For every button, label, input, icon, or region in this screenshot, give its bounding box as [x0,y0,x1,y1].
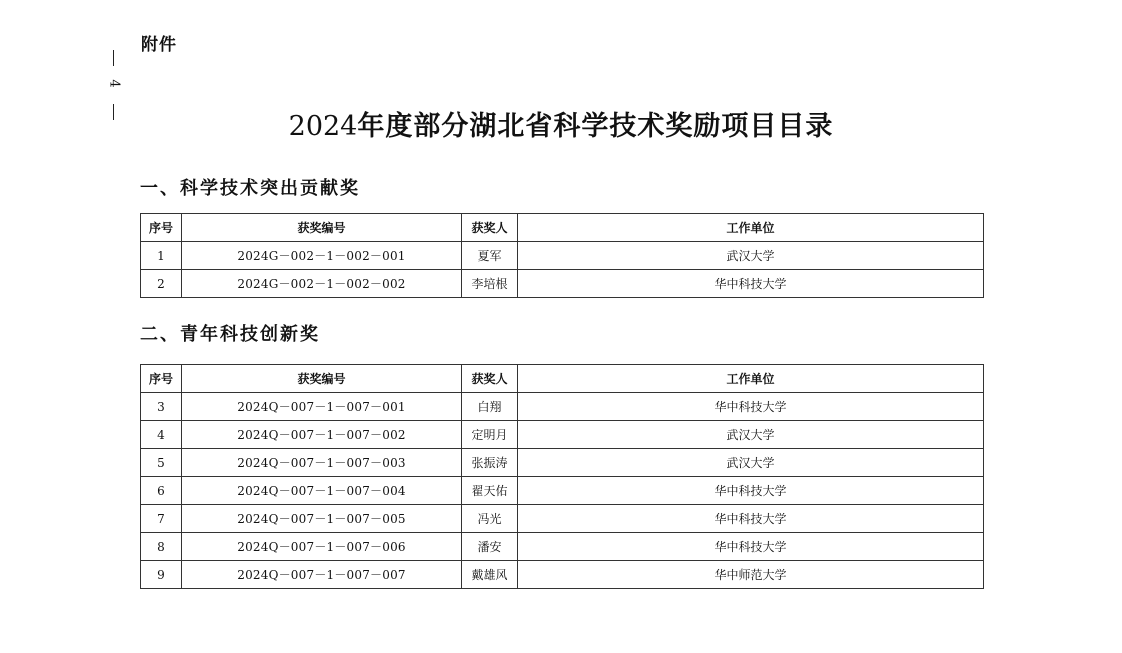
table-outstanding-contribution [140,213,984,298]
cell-winner: 戴雄风 [462,561,518,589]
table-row [141,270,984,298]
cell-seq: 8 [141,533,182,561]
cell-seq: 9 [141,561,182,589]
cell-winner: 夏军 [462,242,518,270]
attachment-label: 附件 [141,35,177,55]
cell-unit: 武汉大学 [518,421,984,449]
cell-unit: 华中科技大学 [518,270,984,298]
cell-winner: 定明月 [462,421,518,449]
table-row [141,242,984,270]
table-row [141,421,984,449]
cell-winner: 冯光 [462,505,518,533]
cell-unit: 武汉大学 [518,449,984,477]
title-year: 2024 [288,111,358,142]
cell-code: 2024G－002－1－002－002 [182,270,462,298]
table-row [141,449,984,477]
col-header-unit: 工作单位 [518,214,984,242]
cell-code: 2024Q－007－1－007－005 [182,505,462,533]
table-youth-innovation [140,364,984,589]
page-marker-dash-top [113,50,114,66]
table-row [141,561,984,589]
cell-unit: 华中科技大学 [518,477,984,505]
table-header-row [141,365,984,393]
table-header-row [141,214,984,242]
col-header-winner: 获奖人 [462,214,518,242]
table-row [141,393,984,421]
col-header-code: 获奖编号 [182,214,462,242]
cell-seq: 7 [141,505,182,533]
col-header-unit: 工作单位 [518,365,984,393]
cell-seq: 5 [141,449,182,477]
cell-unit: 华中科技大学 [518,533,984,561]
cell-code: 2024Q－007－1－007－007 [182,561,462,589]
cell-winner: 翟天佑 [462,477,518,505]
table-row [141,533,984,561]
cell-seq: 1 [141,242,182,270]
table-row [141,477,984,505]
cell-seq: 6 [141,477,182,505]
cell-code: 2024G－002－1－002－001 [182,242,462,270]
cell-unit: 武汉大学 [518,242,984,270]
title-text: 年度部分湖北省科学技术奖励项目目录 [357,111,834,142]
col-header-winner: 获奖人 [462,365,518,393]
cell-seq: 3 [141,393,182,421]
cell-winner: 白翔 [462,393,518,421]
cell-code: 2024Q－007－1－007－004 [182,477,462,505]
cell-winner: 潘安 [462,533,518,561]
cell-winner: 张振涛 [462,449,518,477]
cell-code: 2024Q－007－1－007－001 [182,393,462,421]
cell-seq: 4 [141,421,182,449]
cell-unit: 华中科技大学 [518,393,984,421]
cell-code: 2024Q－007－1－007－006 [182,533,462,561]
table-row [141,505,984,533]
section-heading-outstanding-contribution: 一、科学技术突出贡献奖 [140,178,360,199]
cell-code: 2024Q－007－1－007－002 [182,421,462,449]
page-number: 4 [106,79,122,88]
col-header-code: 获奖编号 [182,365,462,393]
section-heading-youth-innovation: 二、青年科技创新奖 [140,324,320,345]
col-header-seq: 序号 [141,214,182,242]
document-title [0,104,1122,143]
cell-unit: 华中师范大学 [518,561,984,589]
col-header-seq: 序号 [141,365,182,393]
cell-code: 2024Q－007－1－007－003 [182,449,462,477]
cell-seq: 2 [141,270,182,298]
cell-winner: 李培根 [462,270,518,298]
cell-unit: 华中科技大学 [518,505,984,533]
